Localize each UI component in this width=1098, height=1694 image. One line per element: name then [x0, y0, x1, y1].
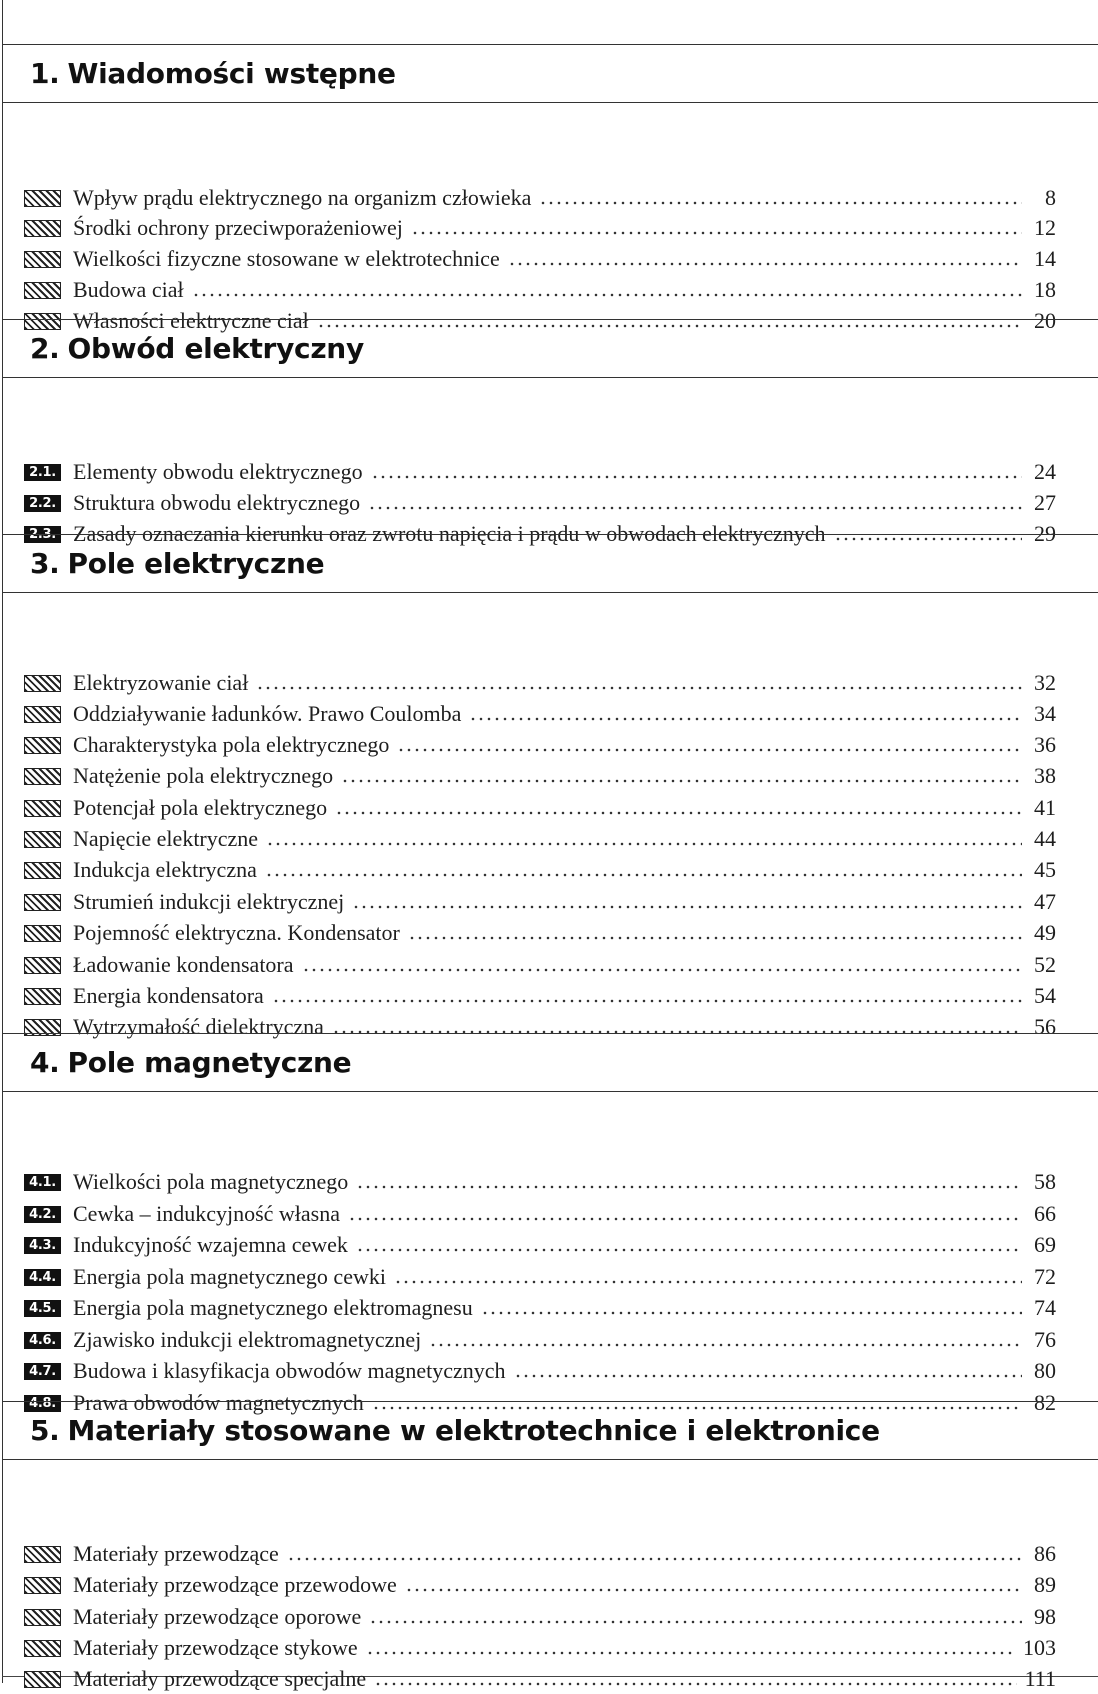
chapter-heading — [2, 45, 1098, 103]
toc-entry[interactable] — [24, 824, 1056, 854]
page-number: 74 — [1034, 1295, 1056, 1320]
dot-leader — [272, 999, 1022, 1003]
section-badge: 4.1. — [24, 1174, 61, 1191]
dot-leader — [481, 1311, 1022, 1315]
chapter-2 — [2, 319, 1098, 546]
page-number: 49 — [1034, 920, 1056, 945]
toc-entry[interactable] — [24, 950, 1056, 980]
section-badge-icon — [24, 190, 61, 207]
section-badge-icon — [24, 737, 61, 754]
toc-entry[interactable] — [24, 1633, 1056, 1663]
toc-entry[interactable] — [24, 1199, 1056, 1229]
section-badge-icon — [24, 251, 61, 268]
page-number: 12 — [1034, 215, 1056, 240]
entry-title: Struktura obwodu elektrycznego — [73, 490, 361, 515]
entry-title: Energia pola magnetycznego elektromagnesu — [73, 1295, 473, 1320]
toc-entry[interactable] — [24, 1664, 1056, 1694]
toc-entry[interactable] — [24, 1539, 1056, 1569]
entry-title: Napięcie elektryczne — [73, 826, 259, 851]
section-badge-icon — [24, 800, 61, 817]
chapter-heading — [2, 1402, 1098, 1460]
page-number: 72 — [1034, 1264, 1056, 1289]
section-badge-icon — [24, 925, 61, 942]
entry-title: Cewka – indukcyjność własna — [73, 1201, 340, 1226]
chapter-number: 4. — [30, 1046, 60, 1079]
entry-title: Zasady oznaczania kierunku oraz zwrotu napięcia i prądu w obwodach elektrycznych — [73, 521, 826, 546]
section-badge-icon — [24, 768, 61, 785]
page-number: 47 — [1034, 889, 1056, 914]
toc-entry[interactable] — [24, 213, 1056, 243]
chapter-number: 2. — [30, 332, 60, 365]
page-number: 20 — [1034, 308, 1056, 333]
section-badge: 4.4. — [24, 1269, 61, 1286]
dot-leader — [256, 686, 1022, 690]
dot-leader — [348, 1217, 1022, 1221]
page-number: 76 — [1034, 1327, 1056, 1352]
dot-leader — [539, 201, 1022, 205]
entry-title: Wielkości pola magnetycznego — [73, 1169, 349, 1194]
entry-title: Elementy obwodu elektrycznego — [73, 459, 363, 484]
toc-entry[interactable] — [24, 918, 1056, 948]
dot-leader — [352, 905, 1022, 909]
entry-title: Materiały przewodzące — [73, 1541, 279, 1566]
chapter-number: 1. — [30, 57, 60, 90]
entry-title: Natężenie pola elektrycznego — [73, 763, 334, 788]
entry-title: Indukcja elektryczna — [73, 857, 257, 882]
toc-entry[interactable] — [24, 1262, 1056, 1292]
entry-title: Indukcyjność wzajemna cewek — [73, 1232, 348, 1257]
page-number: 103 — [1023, 1635, 1056, 1660]
section-badge-icon — [24, 831, 61, 848]
chapter-number: 5. — [30, 1414, 60, 1447]
dot-leader — [266, 842, 1022, 846]
chapter-title: Pole magnetyczne — [67, 1046, 352, 1079]
page-number: 80 — [1034, 1358, 1056, 1383]
chapter-number: 3. — [30, 547, 60, 580]
dot-leader — [368, 506, 1022, 510]
chapter-title: Pole elektryczne — [67, 547, 325, 580]
section-badge: 4.2. — [24, 1206, 61, 1223]
chapter-heading — [2, 1034, 1098, 1092]
page-number: 89 — [1034, 1572, 1056, 1597]
dot-leader — [397, 748, 1022, 752]
entry-title: Strumień indukcji elektrycznej — [73, 889, 345, 914]
page-number: 44 — [1034, 826, 1056, 851]
section-badge: 2.1. — [24, 464, 61, 481]
dot-leader — [366, 1651, 1015, 1655]
chapter-heading — [2, 320, 1098, 378]
page-number: 14 — [1034, 246, 1056, 271]
section-badge: 4.5. — [24, 1300, 61, 1317]
chapter-5 — [2, 1401, 1098, 1691]
dot-leader — [341, 779, 1022, 783]
entry-title: Środki ochrony przeciwporażeniowej — [73, 215, 403, 240]
entry-title: Charakterystyka pola elektrycznego — [73, 732, 390, 757]
chapter-heading — [2, 535, 1098, 593]
page-number: 18 — [1034, 277, 1056, 302]
section-badge: 4.7. — [24, 1363, 61, 1380]
section-badge-icon — [24, 1609, 61, 1626]
entry-title: Materiały przewodzące stykowe — [73, 1635, 358, 1660]
page-number: 32 — [1034, 670, 1056, 695]
page-number: 34 — [1034, 701, 1056, 726]
toc-entry[interactable] — [24, 855, 1056, 885]
entry-title: Ładowanie kondensatora — [73, 952, 294, 977]
toc-entry[interactable] — [24, 887, 1056, 917]
section-badge-icon — [24, 1546, 61, 1563]
entry-title: Budowa i klasyfikacja obwodów magnetycznych — [73, 1358, 506, 1383]
page-number: 38 — [1034, 763, 1056, 788]
section-badge-icon — [24, 220, 61, 237]
dot-leader — [411, 231, 1022, 235]
toc-entry[interactable] — [24, 488, 1056, 518]
page-number: 8 — [1045, 185, 1056, 210]
toc-entry[interactable] — [24, 981, 1056, 1011]
toc-entry[interactable] — [24, 244, 1056, 274]
dot-leader — [429, 1343, 1022, 1347]
section-badge: 4.6. — [24, 1332, 61, 1349]
toc-entry[interactable] — [24, 457, 1056, 487]
toc-entry[interactable] — [24, 730, 1056, 760]
entry-title: Energia kondensatora — [73, 983, 264, 1008]
section-badge-icon — [24, 1671, 61, 1688]
toc-entry[interactable] — [24, 1293, 1056, 1323]
section-badge-icon — [24, 1577, 61, 1594]
section-badge-icon — [24, 862, 61, 879]
entry-title: Potencjał pola elektrycznego — [73, 795, 328, 820]
dot-leader — [356, 1185, 1022, 1189]
section-badge-icon — [24, 706, 61, 723]
entry-title: Wytrzymałość dielektryczna — [73, 1014, 324, 1039]
page-number: 98 — [1034, 1604, 1056, 1629]
chapter-title: Obwód elektryczny — [67, 332, 364, 365]
chapter-title: Wiadomości wstępne — [67, 57, 396, 90]
dot-leader — [335, 811, 1022, 815]
dot-leader — [408, 936, 1022, 940]
section-badge: 4.3. — [24, 1237, 61, 1254]
section-badge: 2.2. — [24, 495, 61, 512]
section-badge-icon — [24, 957, 61, 974]
toc-entry[interactable] — [24, 761, 1056, 791]
chapter-1 — [2, 44, 1098, 333]
page-number: 24 — [1034, 459, 1056, 484]
page-number: 82 — [1034, 1390, 1056, 1415]
entry-title: Budowa ciał — [73, 277, 184, 302]
dot-leader — [302, 968, 1022, 972]
section-badge-icon — [24, 675, 61, 692]
page-number: 66 — [1034, 1201, 1056, 1226]
section-badge-icon — [24, 894, 61, 911]
dot-leader — [469, 717, 1022, 721]
toc-entry[interactable] — [24, 1167, 1056, 1197]
dot-leader — [508, 262, 1022, 266]
chapter-3 — [2, 534, 1098, 1039]
toc-entry[interactable] — [24, 1230, 1056, 1260]
page-number: 29 — [1034, 521, 1056, 546]
chapter-4 — [2, 1033, 1098, 1415]
page-number: 45 — [1034, 857, 1056, 882]
toc-entry[interactable] — [24, 1356, 1056, 1386]
page-number: 69 — [1034, 1232, 1056, 1257]
dot-leader — [192, 293, 1022, 297]
section-badge-icon — [24, 1640, 61, 1657]
toc-entry[interactable] — [24, 1570, 1056, 1600]
dot-leader — [405, 1588, 1022, 1592]
toc-entry[interactable] — [24, 668, 1056, 698]
page-number: 86 — [1034, 1541, 1056, 1566]
entry-title: Materiały przewodzące przewodowe — [73, 1572, 397, 1597]
entry-title: Prawa obwodów magnetycznych — [73, 1390, 364, 1415]
chapter-title: Materiały stosowane w elektrotechnice i elektronice — [67, 1414, 880, 1447]
toc-entry[interactable] — [24, 275, 1056, 305]
entry-title: Własności elektryczne ciał — [73, 308, 309, 333]
section-badge: 4.8. — [24, 1395, 61, 1412]
entry-title: Materiały przewodzące oporowe — [73, 1604, 362, 1629]
dot-leader — [369, 1620, 1022, 1624]
entry-title: Elektryzowanie ciał — [73, 670, 249, 695]
page-number: 36 — [1034, 732, 1056, 757]
dot-leader — [265, 873, 1022, 877]
page-number: 27 — [1034, 490, 1056, 515]
dot-leader — [394, 1280, 1022, 1284]
dot-leader — [287, 1557, 1022, 1561]
page-number: 54 — [1034, 983, 1056, 1008]
section-badge: 2.3. — [24, 526, 61, 543]
toc-entry[interactable] — [24, 1602, 1056, 1632]
dot-leader — [371, 475, 1022, 479]
page-number: 56 — [1034, 1014, 1056, 1039]
page-number: 52 — [1034, 952, 1056, 977]
toc-entry[interactable] — [24, 183, 1056, 213]
page-number: 111 — [1024, 1666, 1056, 1691]
entry-title: Pojemność elektryczna. Kondensator — [73, 920, 400, 945]
dot-leader — [356, 1248, 1022, 1252]
dot-leader — [514, 1374, 1022, 1378]
entry-title: Wpływ prądu elektrycznego na organizm człowieka — [73, 185, 532, 210]
toc-entry[interactable] — [24, 699, 1056, 729]
entry-title: Materiały przewodzące specjalne — [73, 1666, 367, 1691]
page-number: 41 — [1034, 795, 1056, 820]
toc-entry[interactable] — [24, 793, 1056, 823]
section-badge-icon — [24, 988, 61, 1005]
entry-title: Zjawisko indukcji elektromagnetycznej — [73, 1327, 422, 1352]
entry-title: Oddziaływanie ładunków. Prawo Coulomba — [73, 701, 462, 726]
entry-title: Wielkości fizyczne stosowane w elektrotechnice — [73, 246, 500, 271]
section-badge-icon — [24, 282, 61, 299]
page-number: 58 — [1034, 1169, 1056, 1194]
entry-title: Energia pola magnetycznego cewki — [73, 1264, 386, 1289]
toc-entry[interactable] — [24, 1325, 1056, 1355]
